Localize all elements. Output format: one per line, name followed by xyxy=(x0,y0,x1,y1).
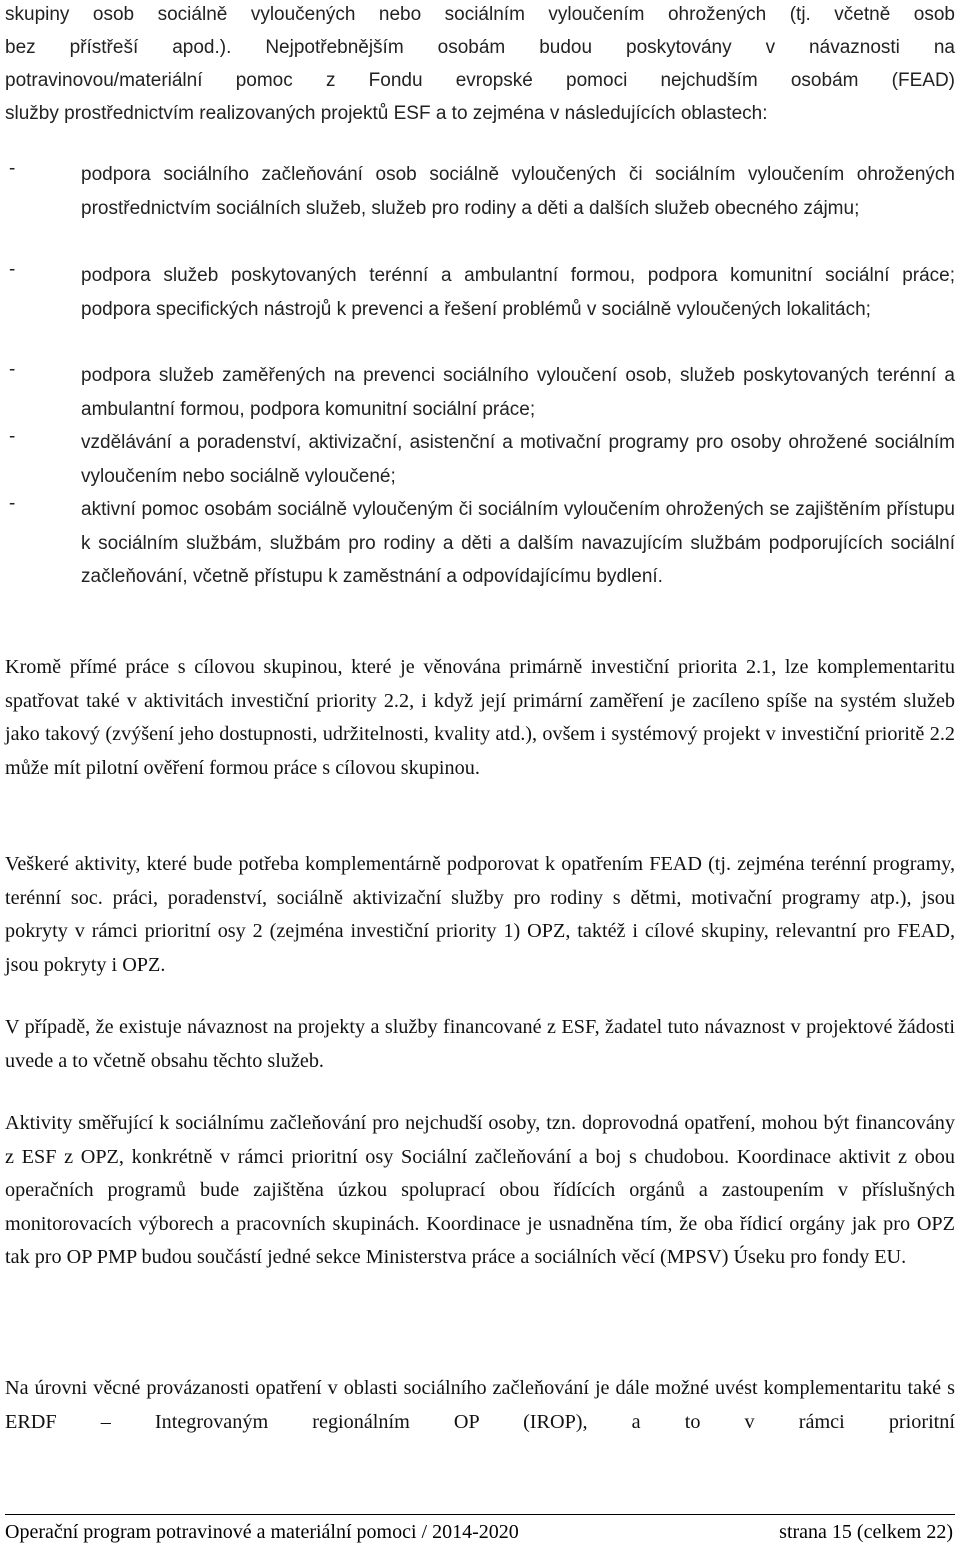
bullet-dash: - xyxy=(9,359,16,380)
bullet-dash: - xyxy=(9,259,16,280)
bullet-dash: - xyxy=(9,158,16,179)
bullet-text: vzdělávání a poradenství, aktivizační, asistenční a motivační programy pro osoby ohrožené sociálním vyloučením nebo sociálně vyloučené; xyxy=(81,432,955,487)
bullet-dash: - xyxy=(9,493,16,514)
paragraph-esf-link: V případě, že existuje návaznost na projekty a služby financované z ESF, žadatel tuto návaznost v projektové žádosti uvede a to včetně obsahu těchto služeb. xyxy=(5,1016,955,1072)
bullet-item xyxy=(5,259,955,326)
intro-line-1: skupiny osob sociálně vyloučených nebo sociálním vyloučením ohrožených (tj. včetně osob xyxy=(5,4,955,25)
bullet-item xyxy=(5,426,955,493)
paragraph-coordination: Aktivity směřující k sociálnímu začleňování pro nejchudší osoby, tzn. doprovodná opatření, mohou být financovány z ESF z OPZ, konkrétně v rámci prioritní osy Sociální začleňování a boj s chudobou. Koordinace aktivit z obou operačních programů bude zajištěna úzkou spoluprací obou řídících orgánů a zastoupením v příslušných monitorovacích výborech a pracovních skupinách. Koordinace je usnadněna tím, že oba řídicí orgány jak pro OPZ tak pro OP PMP budou součástí jedné sekce Ministerstva práce a sociálních věcí (MPSV) Úseku pro fondy EU. xyxy=(5,1112,955,1268)
paragraph-erdf: Na úrovni věcné provázanosti opatření v oblasti sociálního začleňování je dále možné uvést komplementaritu také s ERDF – Integrovaným regionálním OP (IROP), a to v rámci prioritní xyxy=(5,1377,955,1433)
bullet-text: podpora služeb zaměřených na prevenci sociálního vyloučení osob, služeb poskytovaných terénní a ambulantní formou, podpora komunitní sociální práce; xyxy=(81,365,955,420)
bullet-text: podpora služeb poskytovaných terénní a ambulantní formou, podpora komunitní sociální práce; podpora specifických nástrojů k prevenci a řešení problémů v sociálně vyloučených lokalitách; xyxy=(81,265,955,320)
paragraph-fead-activities: Veškeré aktivity, které bude potřeba komplementárně podporovat k opatřením FEAD (tj. zejména terénní programy, terénní soc. práci, poradenství, sociálně aktivizační služby pro rodiny s dětmi, motivační programy atp.), jsou pokryty v rámci prioritní osy 2 (zejména investiční priority 1) OPZ, taktéž i cílové skupiny, relevantní pro FEAD, jsou pokryty i OPZ. xyxy=(5,853,955,976)
bullet-item xyxy=(5,493,955,594)
bullet-item xyxy=(5,158,955,225)
bullet-dash: - xyxy=(9,426,16,447)
bullet-text: podpora sociálního začleňování osob sociálně vyloučených či sociálním vyloučením ohrožených prostřednictvím sociálních služeb, služeb pro rodiny a děti a dalších služeb obecného zájmu; xyxy=(81,164,955,219)
bullet-item xyxy=(5,359,955,426)
footer-page-number: strana 15 (celkem 22) xyxy=(779,1521,953,1543)
intro-line-4: služby prostřednictvím realizovaných projektů ESF a to zejména v následujících oblastech: xyxy=(5,103,768,124)
intro-line-2: bez přístřeší apod.). Nejpotřebnějším osobám budou poskytovány v návaznosti na xyxy=(5,37,955,58)
intro-line-3: potravinovou/materiální pomoc z Fondu evropské pomoci nejchudším osobám (FEAD) xyxy=(5,70,955,91)
page-footer xyxy=(5,1514,955,1555)
paragraph-complementarity: Kromě přímé práce s cílovou skupinou, které je věnována primárně investiční priorita 2.1, lze komplementaritu spatřovat také v aktivitách investiční priority 2.2, i když její primární zaměření je zacíleno spíše na systém služeb jako takový (zvýšení jeho dostupnosti, udržitelnosti, kvality atd.), ovšem i systémový projekt v investiční prioritě 2.2 může mít pilotní ověření formou práce s cílovou skupinou. xyxy=(5,656,955,779)
footer-title: Operační program potravinové a materiální pomoci / 2014-2020 xyxy=(5,1521,519,1543)
bullet-text: aktivní pomoc osobám sociálně vyloučeným či sociálním vyloučením ohrožených se zajištěním přístupu k sociálním službám, službám pro rodiny a děti a dalším navazujícím službám podporujících sociální začleňování, včetně přístupu k zaměstnání a odpovídajícímu bydlení. xyxy=(81,499,955,587)
